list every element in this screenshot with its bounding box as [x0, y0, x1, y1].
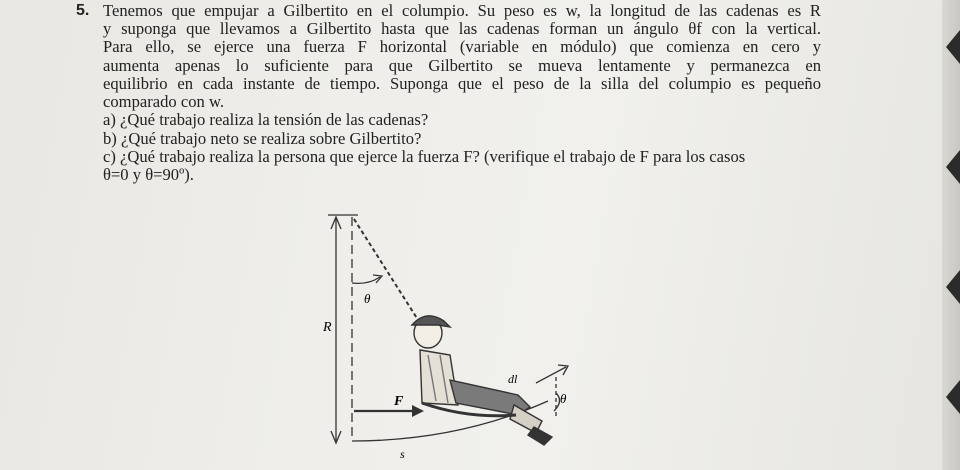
problem-statement	[103, 2, 821, 111]
statement-line: Tenemos que empujar a Gilbertito en el columpio. Su peso es w, la longitud de las cadenas es R	[103, 1, 821, 20]
question-a: a) ¿Qué trabajo realiza la tensión de las cadenas?	[103, 110, 429, 129]
label-theta-top: θ	[364, 291, 371, 306]
statement-line: y suponga que llevamos a Gilbertito hasta que las cadenas forman un ángulo θf con la vertical.	[103, 19, 821, 39]
page-edge	[942, 0, 960, 470]
edge-tab	[946, 380, 960, 414]
label-s: s	[400, 447, 405, 461]
arrow-right-icon	[412, 405, 424, 417]
label-theta-right: θ	[560, 391, 567, 406]
problem-number: 5.	[76, 2, 90, 19]
label-force: F	[394, 394, 404, 409]
edge-tab	[946, 150, 960, 184]
edge-tab	[946, 30, 960, 64]
statement-line: comparado con w.	[103, 92, 225, 112]
question-b: b) ¿Qué trabajo neto se realiza sobre Gilbertito?	[103, 129, 422, 148]
swing-figure	[318, 205, 598, 470]
theta-arc-right	[554, 393, 560, 411]
gilbertito-figure	[412, 316, 552, 445]
question-c: c) ¿Qué trabajo realiza la persona que ejerce la fuerza F? (verifique el trabajo de F para los casos	[103, 147, 746, 166]
statement-line: Para ello, se ejerce una fuerza F horizontal (variable en módulo) que comienza en cero y	[103, 37, 821, 57]
chain	[354, 219, 420, 323]
question-c-cases: θ=0 y θ=90º).	[103, 165, 194, 184]
statement-line: equilibrio en cada instante de tiempo. Suponga que el peso de la silla del columpio es pequeño	[103, 73, 821, 93]
statement-line: aumenta apenas lo suficiente para que Gilbertito se mueva lentamente y permanezca en	[103, 55, 821, 75]
label-r: R	[323, 320, 332, 335]
label-dl: dl	[508, 372, 518, 386]
dl-arrow	[536, 367, 566, 383]
edge-tab	[946, 270, 960, 304]
